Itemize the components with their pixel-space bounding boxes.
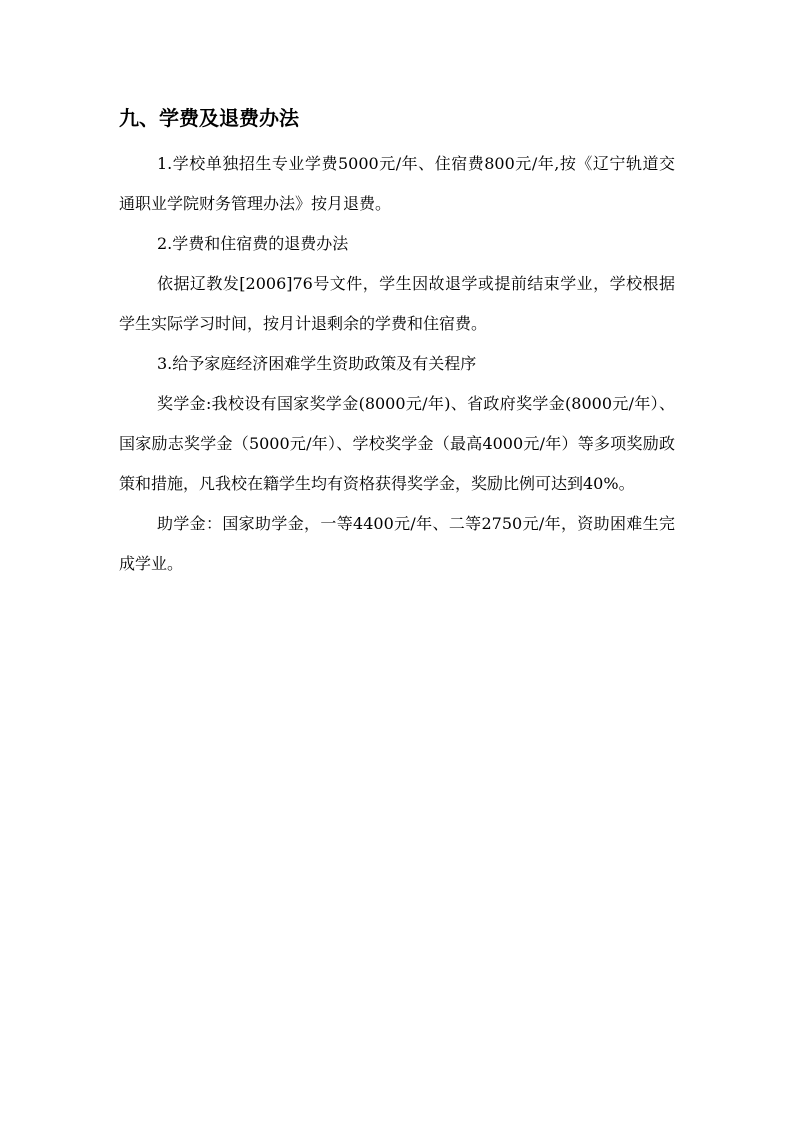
paragraph-tuition-fees: 1.学校单独招生专业学费5000元/年、住宿费800元/年,按《辽宁轨道交通职业学院财务管理办法》按月退费。: [119, 154, 675, 213]
document-content: [119, 96, 675, 584]
paragraph-scholarships: 奖学金:我校设有国家奖学金(8000元/年)、省政府奖学金(8000元/年）、国家励志奖学金（5000元/年）、学校奖学金（最高4000元/年）等多项奖励政策和措施，凡我校在籍学生均有资格获得奖学金，奖励比例可达到40%。: [119, 394, 675, 493]
paragraph-financial-aid-title: 3.给予家庭经济困难学生资助政策及有关程序: [157, 354, 477, 373]
paragraph-refund-method-title: 2.学费和住宿费的退费办法: [157, 234, 349, 253]
paragraph-grants: 助学金：国家助学金，一等4400元/年、二等2750元/年，资助困难生完成学业。: [119, 514, 675, 573]
section-heading: 九、学费及退费办法: [119, 106, 299, 130]
paragraph-refund-method-body: 依据辽教发[2006]76号文件，学生因故退学或提前结束学业，学校根据学生实际学习时间，按月计退剩余的学费和住宿费。: [119, 274, 675, 333]
